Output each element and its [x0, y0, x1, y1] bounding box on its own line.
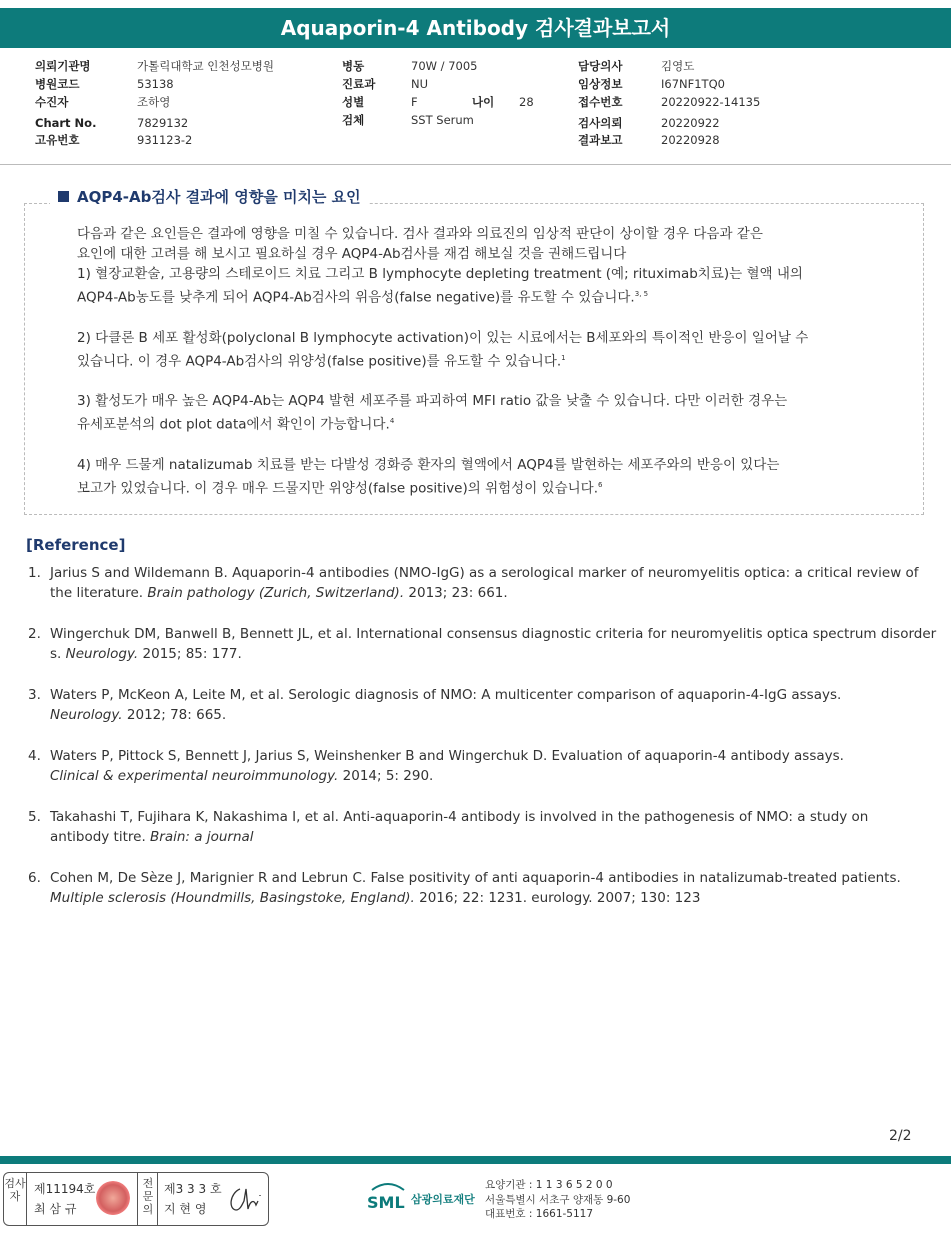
- specialist-license: 제3 3 3 호: [164, 1182, 222, 1196]
- citation-sup: 3, 5: [634, 290, 649, 298]
- age-value: 28: [519, 95, 534, 109]
- age-label: 나이: [472, 95, 495, 109]
- unique-no-label: 고유번호: [35, 133, 80, 147]
- square-bullet-icon: [58, 191, 69, 202]
- citation-sup: 1: [561, 353, 566, 362]
- reference-item: 3. Waters P, McKeon A, Leite M, et al. Serologic diagnosis of NMO: A multicenter comparison of aquaporin-4-IgG assays. Neurology. 2012; 78: 665.: [28, 687, 842, 723]
- footer-divider: [0, 1156, 951, 1164]
- journal-name: Neurology.: [65, 646, 139, 662]
- factor-2-line: 2) 다클론 B 세포 활성화(polyclonal B lymphocyte activation)이 있는 시료에서는 B세포와의 특이적인 반응이 일어날 수: [77, 329, 809, 346]
- patient-value: 조하영: [137, 95, 171, 109]
- specialist-vertical-label: 전문의: [142, 1177, 154, 1216]
- clinical-value: I67NF1TQ0: [661, 77, 725, 91]
- institution-value: 가톨릭대학교 인천성모병원: [137, 59, 274, 73]
- institution-label: 의뢰기관명: [35, 59, 91, 73]
- reference-item: 5. Takahashi T, Fujihara K, Nakashima I, et al. Anti-aquaporin-4 antibody is involved in the pathogenesis of NMO: a study on antibody titre. Brain: a journal: [28, 809, 869, 845]
- request-date-label: 검사의뢰: [578, 116, 623, 130]
- request-date-value: 20220922: [661, 116, 720, 130]
- unique-no-value: 931123-2: [137, 133, 193, 147]
- reference-item: 2. Wingerchuk DM, Banwell B, Bennett JL, et al. International consensus diagnostic criteria for neuromyelitis optica spectrum disorder s. Neurology. 2015; 85: 177.: [28, 626, 937, 662]
- inspector-name: 최 삼 규: [34, 1202, 77, 1216]
- sml-logo-icon: [366, 1180, 410, 1216]
- specialist-name: 지 현 영: [164, 1202, 207, 1216]
- dept-value: NU: [411, 77, 429, 91]
- receipt-no-value: 20220922-14135: [661, 95, 761, 109]
- factors-heading-text: AQP4-Ab검사 결과에 영향을 미치는 요인: [77, 188, 361, 206]
- intro-line: 요인에 대한 고려를 해 보시고 필요하실 경우 AQP4-Ab검사를 재검 해보실 것을 권해드립니다: [77, 246, 627, 262]
- hospital-code-label: 병원코드: [35, 77, 80, 91]
- factor-4-line: 4) 매우 드물게 natalizumab 치료를 받는 다발성 경화증 환자의 혈액에서 AQP4를 발현하는 세포주와의 반응이 있다는: [77, 456, 780, 473]
- factors-heading: [50, 186, 369, 208]
- receipt-no-label: 접수번호: [578, 95, 623, 109]
- org-name: 삼광의료재단: [411, 1193, 475, 1206]
- page-number: 2/2: [889, 1128, 912, 1144]
- ward-value: 70W / 7005: [411, 59, 478, 73]
- specimen-value: SST Serum: [411, 113, 474, 127]
- sex-label: 성별: [342, 95, 365, 109]
- reference-item: 4. Waters P, Pittock S, Bennett J, Jarius S, Weinshenker B and Wingerchuk D. Evaluation of aquaporin-4 antibody assays. Clinical & experimental neuroimmunology. 2014; 5: 290.: [28, 748, 844, 784]
- report-date-label: 결과보고: [578, 133, 623, 147]
- journal-name: Brain pathology (Zurich, Switzerland).: [147, 585, 405, 601]
- clinical-label: 임상정보: [578, 77, 623, 91]
- chart-no-label: Chart No.: [35, 116, 97, 130]
- specimen-label: 검체: [342, 113, 365, 127]
- factor-3-line: 유세포분석의 dot plot data에서 확인이 가능합니다.$^4$: [77, 416, 395, 433]
- signature-icon: [226, 1183, 264, 1217]
- citation-sup: 4: [389, 417, 395, 425]
- journal-name: Clinical & experimental neuroimmunology.: [50, 768, 339, 784]
- journal-name: Brain: a journal: [150, 829, 254, 845]
- patient-info-panel: [0, 55, 951, 165]
- journal-name: Multiple sclerosis (Houndmills, Basingstoke, England).: [50, 890, 415, 906]
- factor-2-line: 있습니다. 이 경우 AQP4-Ab검사의 위양성(false positive)를 유도할 수 있습니다.$^1$: [77, 353, 566, 369]
- svg-text:SML: SML: [367, 1193, 405, 1212]
- factor-3-line: 3) 활성도가 매우 높은 AQP4-Ab는 AQP4 발현 세포주를 파괴하여 MFI ratio 값을 낮출 수 있습니다. 다만 이러한 경우는: [77, 393, 788, 409]
- seal-icon: [96, 1181, 130, 1215]
- factor-1-line: AQP4-Ab농도를 낮추게 되어 AQP4-Ab검사의 위음성(false negative)를 유도할 수 있습니다.$^{3, 5}$: [77, 289, 649, 306]
- doctor-label: 담당의사: [578, 59, 623, 73]
- patient-label: 수진자: [35, 95, 69, 109]
- chart-no-value: 7829132: [137, 116, 189, 130]
- journal-name: Neurology.: [50, 707, 123, 723]
- reference-item: 1. Jarius S and Wildemann B. Aquaporin-4 antibodies (NMO-IgG) as a serological marker of neuromyelitis optica: a critical review of the literature. Brain pathology (Zurich, Switzerland). 2013; 23: 661.: [28, 565, 919, 601]
- org-address: 요양기관 : 1 1 3 6 5 2 0 0 서울특별시 서초구 양재동 9-60 대표번호 : 1661-5117: [485, 1179, 631, 1220]
- inspector-license: 제11194호: [34, 1182, 96, 1196]
- factor-1-line: 1) 혈장교환술, 고용량의 스테로이드 치료 그리고 B lymphocyte depleting treatment (예; rituximab치료)는 혈액 내의: [77, 266, 803, 282]
- citation-sup: 6: [598, 480, 603, 489]
- factors-body: [77, 224, 897, 498]
- dept-label: 진료과: [342, 77, 376, 91]
- factor-4-line: 보고가 있었습니다. 이 경우 매우 드물지만 위양성(false positive)의 위험성이 있습니다.$^6$: [77, 480, 603, 496]
- sex-value: F: [411, 95, 418, 109]
- doctor-value: 김영도: [661, 59, 695, 73]
- report-date-value: 20220928: [661, 133, 720, 147]
- reference-list: [28, 563, 951, 929]
- ward-label: 병동: [342, 59, 365, 73]
- signature-box: [3, 1172, 269, 1226]
- intro-line: 다음과 같은 요인들은 결과에 영향을 미칠 수 있습니다. 검사 결과와 의료진의 임상적 판단이 상이할 경우 다음과 같은: [77, 226, 763, 242]
- hospital-code-value: 53138: [137, 77, 174, 91]
- report-title: Aquaporin-4 Antibody 검사결과보고서: [0, 8, 951, 48]
- reference-heading: [Reference]: [26, 536, 126, 554]
- inspector-vertical-label: 검사자: [4, 1177, 26, 1203]
- reference-item: 6. Cohen M, De Sèze J, Marignier R and Lebrun C. False positivity of anti aquaporin-4 antibodies in natalizumab-treated patients. Multiple sclerosis (Houndmills, Basingstoke, England). 2016; 22: 1231. eurology. 2007; 130: 123: [28, 870, 901, 906]
